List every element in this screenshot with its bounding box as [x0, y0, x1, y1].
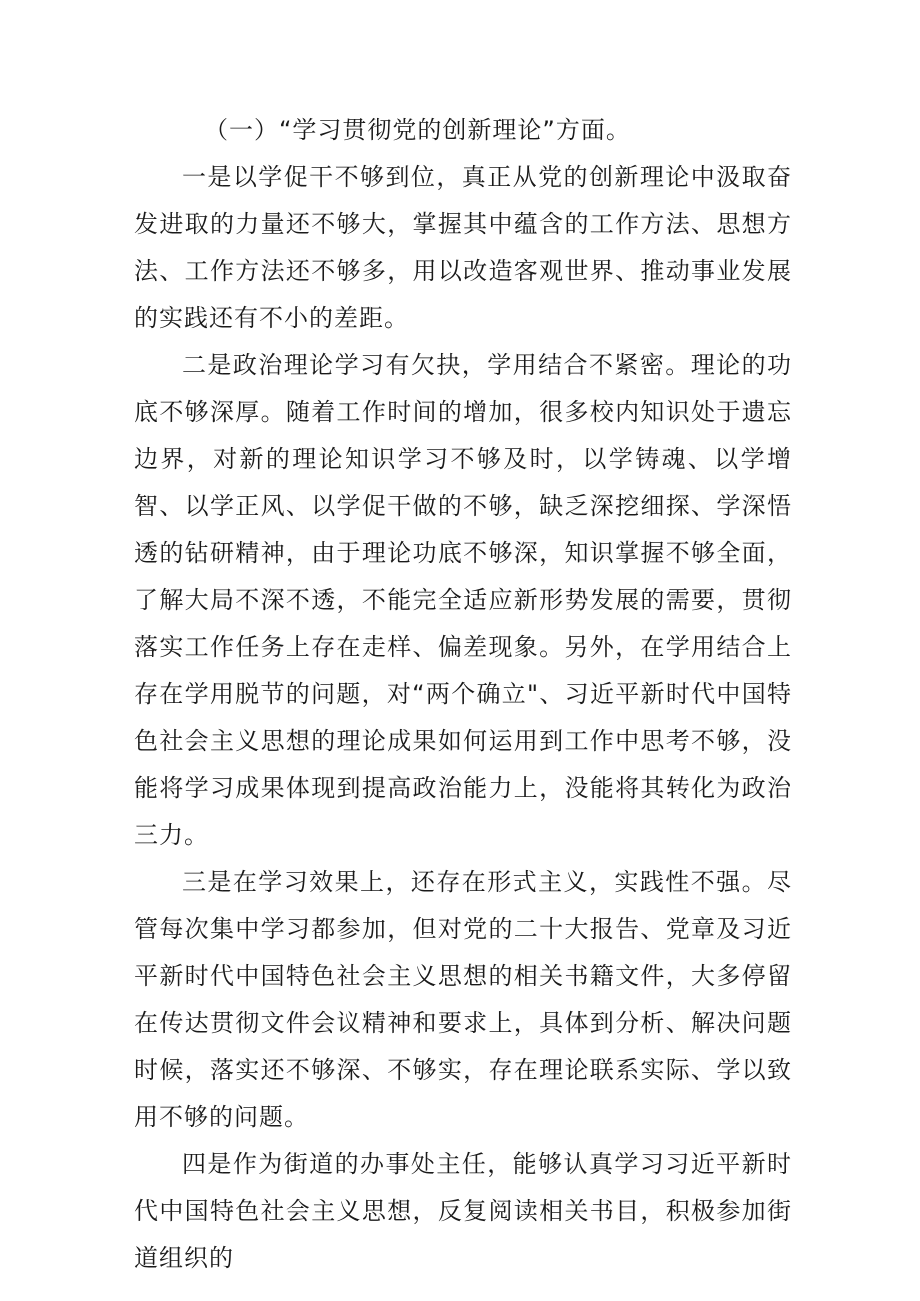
- section-heading: （一）“学习贯彻党的创新理论”方面。: [204, 116, 631, 144]
- document-body: [134, 107, 792, 1282]
- paragraph-1: 一是以学促干不够到位，真正从党的创新理论中汲取奋发进取的力量还不够大，掌握其中蕴含的工作方法、思想方法、工作方法还不够多，用以改造客观世界、推动事业发展的实践还有不小的差距。: [134, 163, 792, 332]
- paragraph-3: 三是在学习效果上，还存在形式主义，实践性不强。尽管每次集中学习都参加，但对党的二十大报告、党章及习近平新时代中国特色社会主义思想的相关书籍文件，大多停留在传达贯彻文件会议精神和要求上，具体到分析、解决问题时候，落实还不够深、不够实，存在理论联系实际、学以致用不够的问题。: [134, 868, 792, 1131]
- paragraph-4: 四是作为街道的办事处主任，能够认真学习习近平新时代中国特色社会主义思想，反复阅读相关书目，积极参加街道组织的: [134, 1150, 792, 1272]
- paragraph-2: 二是政治理论学习有欠抉，学用结合不紧密。理论的功底不够深厚。随着工作时间的增加，很多校内知识处于遗忘边界，对新的理论知识学习不够及时，以学铸魂、以学增智、以学正风、以学促干做的不够，缺乏深挖细探、学深悟透的钻研精神，由于理论功底不够深，知识掌握不够全面，了解大局不深不透，不能完全适应新形势发展的需要，贯彻落实工作任务上存在走样、偏差现象。另外，在学用结合上存在学用脱节的问题，对“两个确立"、习近平新时代中国特色社会主义思想的理论成果如何运用到工作中思考不够，没能将学习成果体现到提高政治能力上，没能将其转化为政治三力。: [134, 351, 792, 849]
